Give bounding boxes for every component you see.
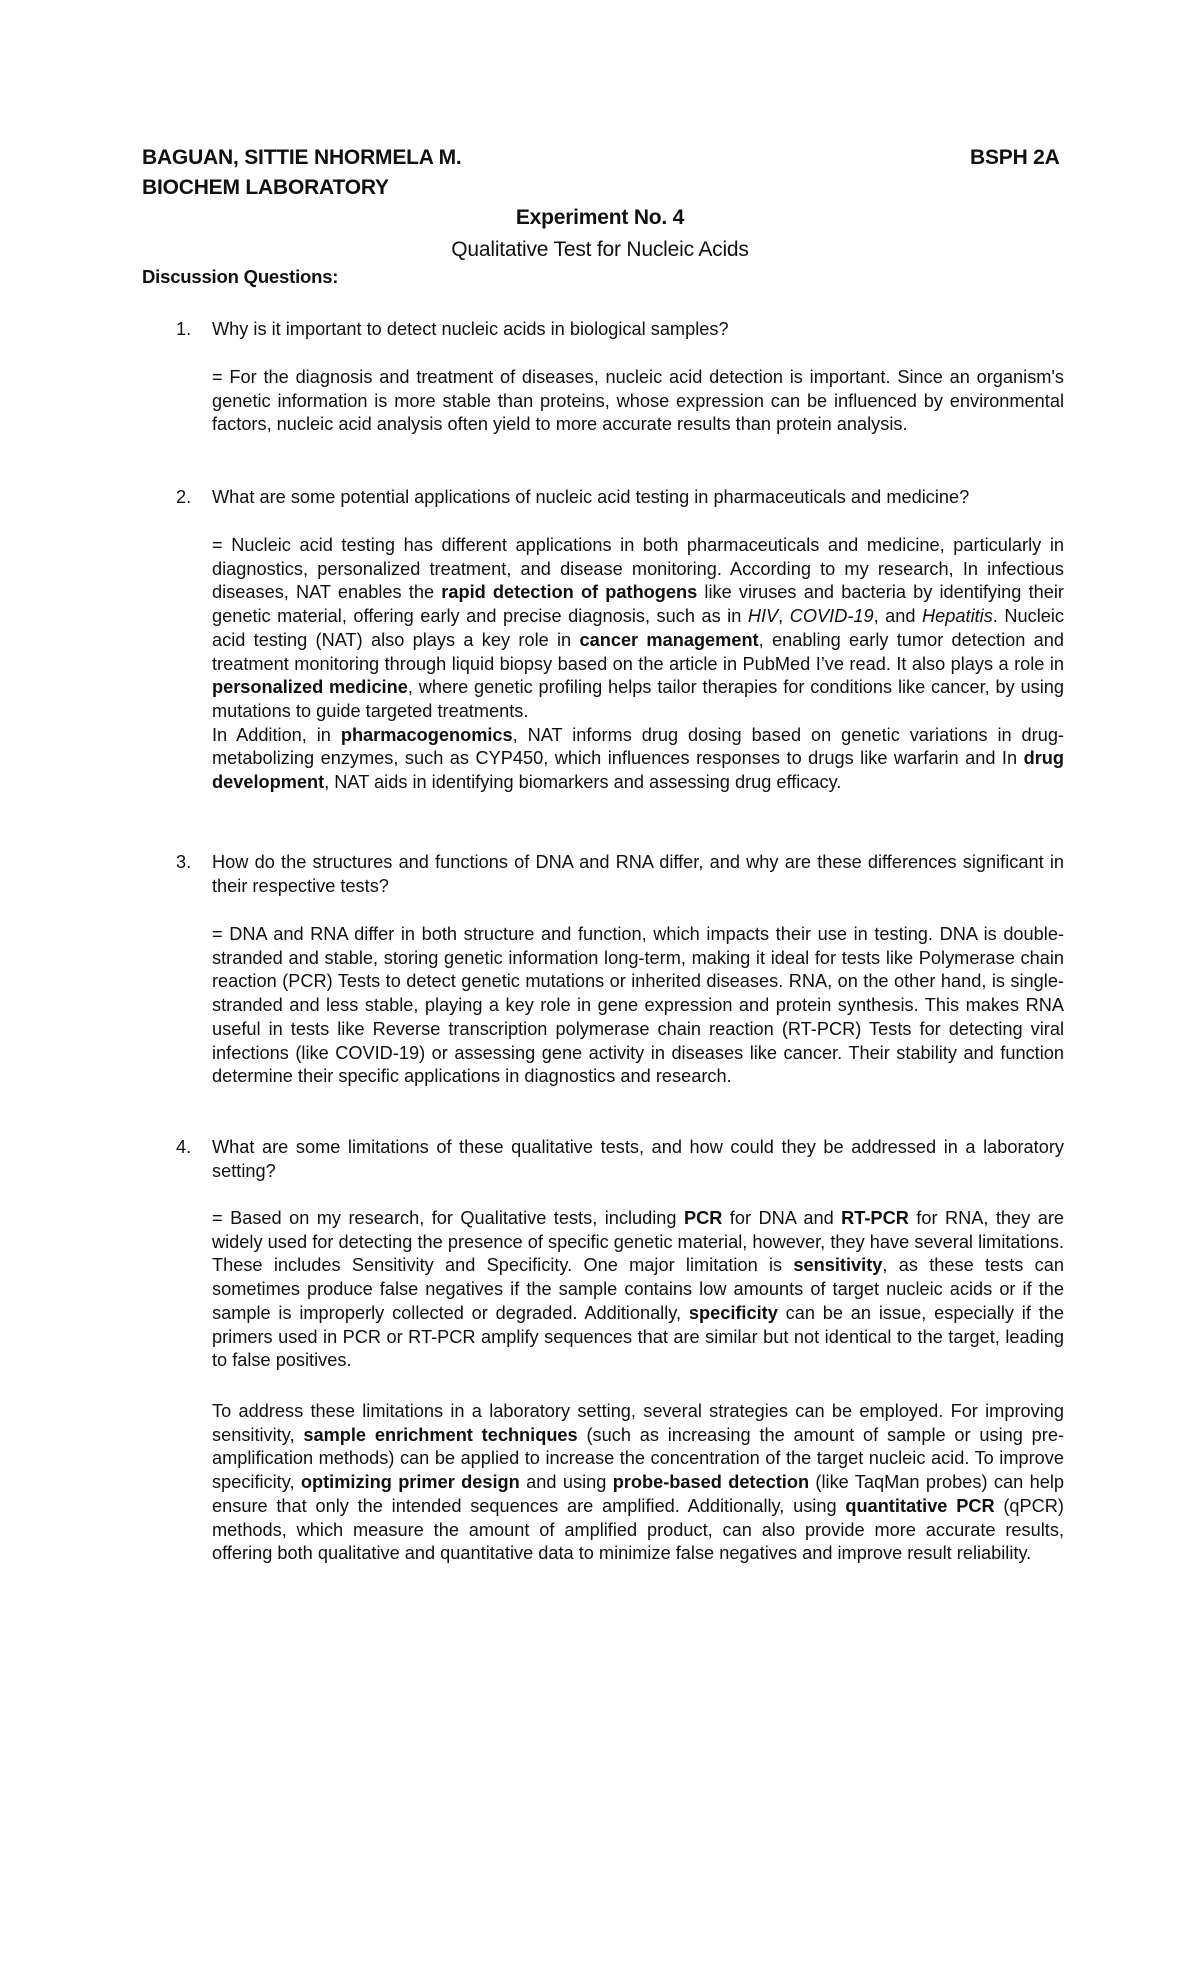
question-number: 4. <box>176 1137 192 1157</box>
answer-text: . Nucleic acid testing (NAT) also plays a key role in <box>212 606 1064 650</box>
answer-text: and using <box>519 1472 613 1493</box>
answer-emphasis: quantitative PCR <box>845 1495 995 1516</box>
answer-emphasis: rapid detection of pathogens <box>441 582 698 603</box>
answer-emphasis: personalized medicine <box>212 677 408 698</box>
student-name: BAGUAN, SITTIE NHORMELA M. <box>142 146 462 169</box>
answer-text: In Addition, in <box>212 724 341 745</box>
question-text: Why is it important to detect nucleic acids in biological samples? <box>212 319 729 339</box>
answer-1 <box>212 366 1064 437</box>
answer-text: (such as increasing the amount of sample or using pre-amplification methods) can be applied to increase the concentration of the target nucleic acid. To improve specificity, <box>212 1424 1065 1493</box>
answer-text: for RNA, they are widely used for detecting the presence of specific genetic material, however, they have several limitations. These includes Sensitivity and Specificity. One major limitation is <box>212 1208 1064 1276</box>
answer-text: can be an issue, especially if the primers used in PCR or RT-PCR amplify sequences that are similar but not identical to the target, leading to false positives. <box>212 1302 1064 1371</box>
answer-4 <box>212 1207 1064 1373</box>
discussion-label: Discussion Questions: <box>142 266 339 287</box>
answer-emphasis: PCR <box>683 1208 723 1228</box>
answer-text: = Based on my research, for Qualitative tests, including <box>212 1208 684 1228</box>
answer-text: = DNA and RNA differ in both structure and function, which impacts their use in testing. DNA is double-stranded and stable, storing genetic information long-term, making it ideal for tests like Polymerase chain reaction (PCR) Tests to detect genetic mutations or inherited diseases. RNA, on the other hand, is single-stranded and less stable, playing a key role in gene expression and protein synthesis. This makes RNA useful in tests like Reverse transcription polymerase chain reaction (RT-PCR) Tests for detecting viral infections (like COVID-19) or assessing gene activity in diseases like cancer. Their stability and function determine their specific applications in diagnostics and research. <box>212 924 1064 1087</box>
question-number: 2. <box>176 487 192 507</box>
experiment-number: Experiment No. 4 <box>515 206 685 229</box>
answer-text: , enabling early tumor detection and treatment monitoring through liquid biopsy based on the article in PubMed I’ve read. It also plays a role in <box>212 629 1065 674</box>
answer-emphasis: cancer management <box>579 629 759 650</box>
lab-name: BIOCHEM LABORATORY <box>142 176 389 199</box>
answer-paragraph <box>212 724 1064 795</box>
answer-paragraph <box>212 1400 1064 1566</box>
question-text: What are some limitations of these qualitative tests, and how could they be addressed in a laboratory setting? <box>212 1137 1064 1181</box>
answer-text: (like TaqMan probes) can help ensure that only the intended sequences are amplified. Additionally, using <box>212 1472 1064 1516</box>
answer-emphasis: drug development <box>212 748 1064 793</box>
experiment-title: Qualitative Test for Nucleic Acids <box>451 238 749 261</box>
section-code: BSPH 2A <box>970 146 1060 169</box>
answer-text: , NAT informs drug dosing based on genetic variations in drug-metabolizing enzymes, such as CYP450, which influences responses to drugs like warfarin and In <box>212 724 1064 769</box>
answer-emphasis: specificity <box>688 1302 778 1323</box>
question-text: How do the structures and functions of DNA and RNA differ, and why are these differences significant in their respective tests? <box>212 852 1064 896</box>
question-number: 1. <box>176 319 192 339</box>
question-2 <box>176 486 1064 510</box>
answer-emphasis: pharmacogenomics <box>340 724 513 745</box>
answer-paragraph <box>212 1207 1064 1373</box>
answer-italic: Hepatitis <box>922 606 993 627</box>
answer-text: for DNA and <box>722 1208 842 1228</box>
answer-4-continued <box>212 1400 1064 1566</box>
question-4 <box>176 1136 1064 1183</box>
answer-text: , NAT aids in identifying biomarkers and assessing drug efficacy. <box>324 772 842 793</box>
question-number: 3. <box>176 852 192 872</box>
question-3 <box>176 851 1064 898</box>
answer-2 <box>212 534 1064 795</box>
answer-3 <box>212 923 1064 1089</box>
answer-text: , as these tests can sometimes produce false negatives if the sample contains low amounts of target nucleic acids or if the sample is improperly collected or degraded. Additionally, <box>212 1255 1065 1323</box>
answer-text: , and <box>873 606 923 627</box>
answer-text: (qPCR) methods, which measure the amount of amplified product, can also provide more accurate results, offering both qualitative and quantitative data to minimize false negatives and improve result reliability. <box>212 1495 1064 1564</box>
answer-emphasis: probe-based detection <box>612 1472 810 1493</box>
answer-text: To address these limitations in a laboratory setting, several strategies can be employed. For improving sensitivity, <box>212 1401 1064 1445</box>
question-1 <box>176 318 1064 342</box>
answer-italic: COVID-19 <box>789 606 874 627</box>
question-text: What are some potential applications of nucleic acid testing in pharmaceuticals and medicine? <box>212 487 970 507</box>
answer-emphasis: sample enrichment techniques <box>303 1424 578 1445</box>
answer-paragraph <box>212 534 1064 724</box>
answer-text: , where genetic profiling helps tailor therapies for conditions like cancer, by using mutations to guide targeted treatments. <box>212 677 1064 721</box>
answer-text: like viruses and bacteria by identifying their genetic material, offering early and precise diagnosis, such as in <box>212 582 1064 627</box>
answer-text: = Nucleic acid testing has different applications in both pharmaceuticals and medicine, particularly in diagnostics, personalized treatment, and disease monitoring. According to my research, In infectious diseases, NAT enables the <box>212 535 1064 603</box>
answer-emphasis: RT-PCR <box>841 1208 909 1228</box>
answer-emphasis: sensitivity <box>793 1255 883 1276</box>
answer-emphasis: optimizing primer design <box>300 1472 520 1493</box>
answer-italic: HIV <box>747 606 779 627</box>
answer-text: , <box>778 606 790 627</box>
answer-text: = For the diagnosis and treatment of diseases, nucleic acid detection is important. Since an organism's genetic information is more stable than proteins, whose expression can be influenced by environmental factors, nucleic acid analysis often yield to more accurate results than protein analysis. <box>212 367 1064 435</box>
